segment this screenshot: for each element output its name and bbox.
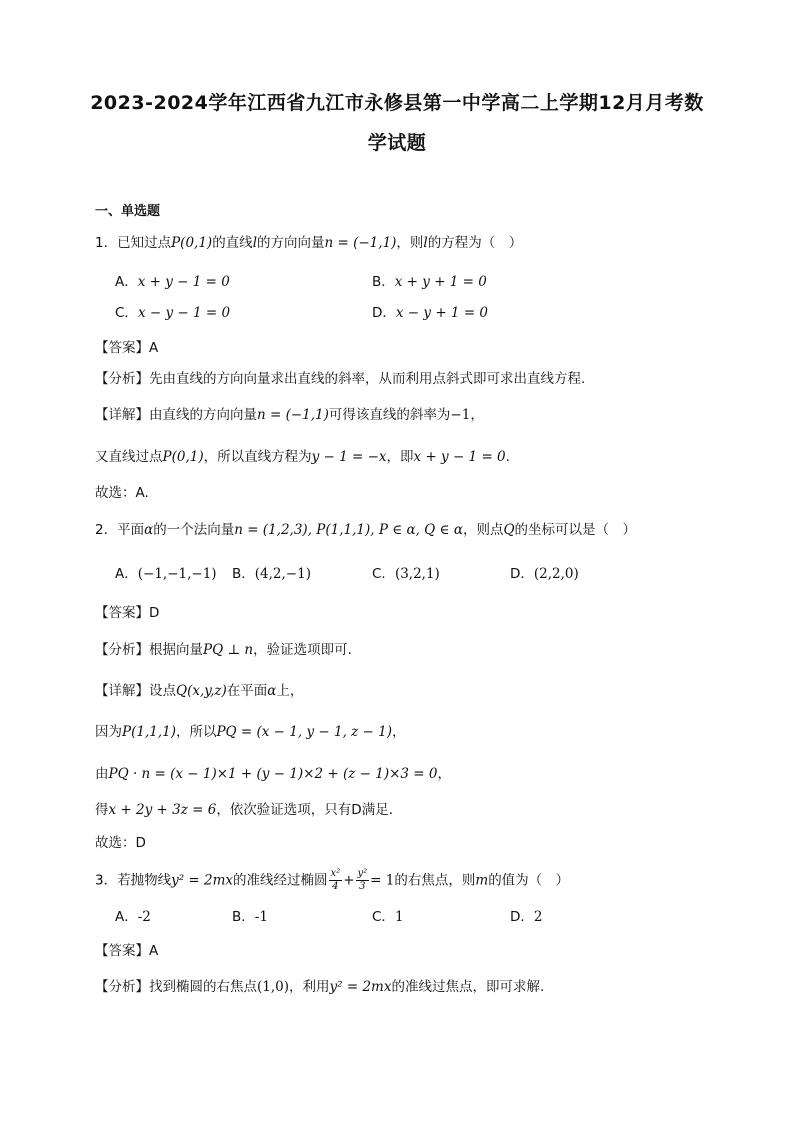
option-label: B．	[232, 909, 255, 925]
q3-option-d	[510, 907, 543, 927]
option-label: D．	[510, 909, 534, 925]
q1-stem-text: 1．已知过点	[95, 235, 172, 251]
q3-fraction-y	[356, 868, 370, 893]
analysis-math: y² = 2mx	[329, 979, 392, 995]
detail-text: ，	[392, 724, 406, 740]
q2-option-d	[510, 564, 579, 584]
q3-var-m: m	[475, 872, 489, 889]
analysis-tag: 【分析】	[95, 371, 149, 387]
option-value: 1	[394, 909, 404, 925]
q2-stem-text: ，则点	[462, 522, 504, 538]
option-label: C．	[372, 909, 395, 925]
detail-tag: 【详解】	[95, 683, 149, 699]
analysis-text: 的准线过焦点，即可求解.	[391, 979, 545, 995]
detail-text: 可得该直线的斜率为	[328, 407, 451, 423]
q3-parabola: y² = 2mx	[171, 872, 234, 889]
detail-text: 设点	[149, 683, 176, 699]
doc-title-line2: 学试题	[367, 132, 427, 154]
detail-text: ，依次验证选项，只有D满足.	[216, 802, 393, 818]
option-value: 2	[533, 909, 543, 925]
detail-math: P(0,1)	[162, 449, 204, 465]
q2-point-var: Q	[503, 522, 515, 538]
answer-value: A	[149, 340, 159, 356]
option-value: x + y + 1 = 0	[394, 274, 487, 290]
q3-stem-text: 的右焦点，则	[394, 872, 476, 889]
option-label: C．	[372, 566, 395, 582]
option-value: -2	[137, 909, 151, 925]
option-value: (4,2,−1)	[254, 566, 311, 582]
q1-detail-line2	[95, 447, 510, 467]
detail-text: ，	[470, 407, 484, 423]
option-label: B．	[372, 274, 395, 290]
analysis-math: PQ ⊥ n	[203, 642, 254, 658]
detail-math: −1	[450, 407, 471, 423]
q2-option-a	[115, 564, 217, 584]
q1-detail	[95, 405, 484, 425]
detail-text: 得	[95, 802, 109, 818]
q3-stem-text: 的准线经过椭圆	[233, 872, 328, 889]
fraction-denominator: 4	[332, 881, 339, 892]
q2-answer	[95, 603, 159, 623]
detail-math: x + 2y + 3z = 6	[108, 802, 217, 818]
detail-text: ，即	[386, 449, 414, 465]
q3-option-a	[115, 907, 151, 927]
analysis-text: ，验证选项即可.	[253, 642, 352, 658]
q1-vector: n = (−1,1)	[324, 235, 397, 251]
q3-stem	[95, 868, 569, 893]
q2-option-c	[372, 564, 440, 584]
option-label: D．	[372, 305, 396, 321]
analysis-text: ，利用	[289, 979, 330, 995]
analysis-text: 先由直线的方向向量求出直线的斜率，从而利用点斜式即可求出直线方程.	[149, 371, 586, 387]
detail-text: ，所以直线方程为	[203, 449, 312, 465]
analysis-math: (1,0)	[257, 979, 290, 995]
q1-stem-text: ，则	[396, 235, 424, 251]
q1-line-var: l	[252, 235, 258, 251]
q2-vector: n = (1,2,3), P(1,1,1), P ∈ α, Q ∈ α	[234, 522, 463, 538]
q2-stem-text: 的一个法向量	[153, 522, 235, 538]
option-value: (2,2,0)	[533, 566, 579, 582]
q2-detail	[95, 681, 303, 701]
fraction-denominator: 3	[359, 881, 366, 892]
analysis-tag: 【分析】	[95, 979, 149, 995]
detail-math: PQ · n = (x − 1)×1 + (y − 1)×2 + (z − 1)×3 = 0	[108, 766, 438, 782]
q2-detail-line4	[95, 800, 393, 820]
analysis-text: 找到椭圆的右焦点	[149, 979, 257, 995]
q3-analysis	[95, 977, 544, 997]
detail-math: y − 1 = −x	[311, 449, 387, 465]
q1-stem-text: 的方向向量	[257, 235, 325, 251]
fraction-numerator: x²	[330, 868, 341, 879]
detail-math: P(1,1,1)	[122, 724, 176, 740]
detail-text: 由直线的方向向量	[149, 407, 257, 423]
q3-option-b	[232, 907, 268, 927]
q2-stem-text: 的坐标可以是（ ）	[514, 522, 637, 538]
q1-option-c	[115, 303, 230, 323]
q1-stem-text: 的方程为（ ）	[427, 235, 523, 251]
q1-point: P(0,1)	[171, 235, 213, 251]
answer-tag: 【答案】	[95, 340, 149, 356]
detail-math: x + y − 1 = 0	[413, 449, 506, 465]
q2-option-b	[232, 564, 311, 584]
answer-value: A	[149, 943, 159, 959]
analysis-text: 根据向量	[149, 642, 203, 658]
option-value: x + y − 1 = 0	[137, 274, 230, 290]
q1-line-var: l	[423, 235, 428, 251]
q1-option-d	[372, 303, 488, 323]
q1-stem	[95, 233, 522, 253]
option-value: x − y − 1 = 0	[137, 305, 231, 321]
detail-math: n = (−1,1)	[257, 407, 329, 423]
q2-detail-line3	[95, 764, 451, 784]
option-label: C．	[115, 305, 138, 321]
q1-answer	[95, 338, 158, 358]
q1-stem-text: 的直线	[212, 235, 253, 251]
detail-text: 在平面	[226, 683, 268, 699]
q3-answer	[95, 941, 158, 961]
answer-tag: 【答案】	[95, 605, 149, 621]
q2-analysis	[95, 640, 352, 660]
answer-tag: 【答案】	[95, 943, 149, 959]
option-label: D．	[510, 566, 534, 582]
q3-fraction-x	[329, 868, 343, 893]
q3-ellipse-rhs: = 1	[370, 872, 395, 889]
detail-text: ，所以	[175, 724, 217, 740]
detail-math: PQ = (x − 1, y − 1, z − 1)	[216, 724, 393, 740]
analysis-tag: 【分析】	[95, 642, 149, 658]
detail-text: 由	[95, 766, 109, 782]
option-value: x − y + 1 = 0	[395, 305, 489, 321]
fraction-numerator: y²	[357, 868, 368, 879]
answer-value: D	[149, 605, 160, 621]
plus-sign: +	[343, 872, 355, 889]
option-label: B．	[232, 566, 255, 582]
q1-option-b	[372, 272, 487, 292]
detail-tag: 【详解】	[95, 407, 149, 423]
option-value: (−1,−1,−1)	[137, 566, 217, 582]
detail-text: .	[505, 449, 510, 465]
q3-option-c	[372, 907, 404, 927]
option-value: (3,2,1)	[394, 566, 440, 582]
option-label: A．	[115, 274, 138, 290]
q2-detail-line2	[95, 722, 406, 742]
q3-stem-text: 3．若抛物线	[95, 872, 172, 889]
detail-text: 上，	[276, 683, 304, 699]
doc-title-line1: 2023-2024学年江西省九江市永修县第一中学高二上学期12月月考数	[90, 92, 704, 114]
option-label: A．	[115, 909, 138, 925]
detail-text: 因为	[95, 724, 122, 740]
q1-option-a	[115, 272, 230, 292]
detail-math: Q(x,y,z)	[176, 683, 227, 699]
q2-stem	[95, 520, 636, 540]
q2-choose: 故选：D	[95, 835, 146, 851]
q1-analysis	[95, 369, 585, 389]
q2-stem-text: 2．平面	[95, 522, 145, 538]
q2-plane-var: α	[144, 522, 154, 538]
detail-math: α	[267, 683, 277, 699]
option-label: A．	[115, 566, 138, 582]
section-heading: 一、单选题	[95, 204, 161, 219]
detail-text: 又直线过点	[95, 449, 163, 465]
detail-text: ，	[437, 766, 451, 782]
option-value: -1	[254, 909, 268, 925]
q3-stem-text: 的值为（ ）	[488, 872, 570, 889]
q1-choose: 故选：A.	[95, 485, 149, 501]
